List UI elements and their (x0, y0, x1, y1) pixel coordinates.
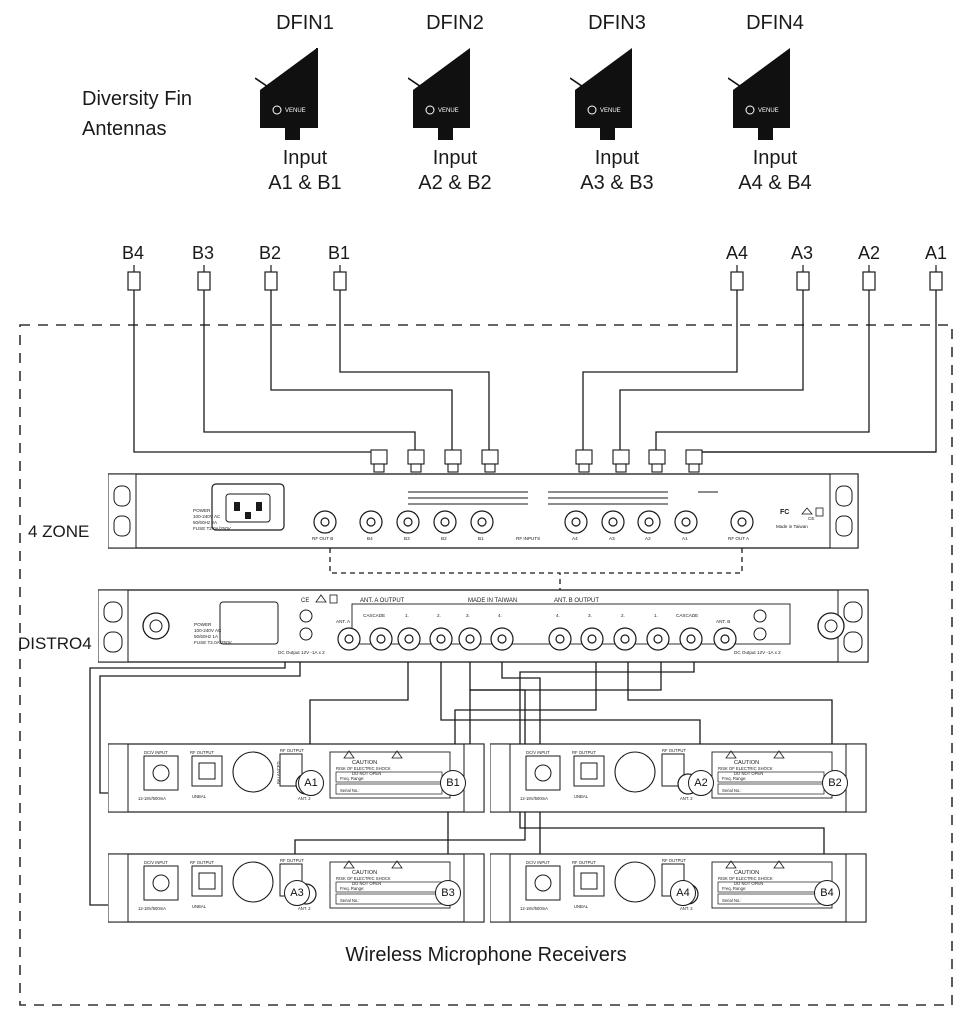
antenna-input-label-3: Input (594, 147, 640, 169)
antenna-name-dfin4: DFIN4 (746, 12, 804, 34)
antenna-input-value-1: A1 & B1 (268, 172, 342, 194)
svg-text:DO NOT OPEN: DO NOT OPEN (352, 881, 382, 886)
svg-text:B3: B3 (404, 536, 410, 541)
svg-text:Serial No.:: Serial No.: (722, 788, 742, 793)
cable-label-a2: A2 (858, 243, 881, 263)
svg-text:VENUE: VENUE (438, 108, 459, 114)
antenna-input-value-3: A3 & B3 (580, 172, 654, 194)
svg-text:RF OUTPUT: RF OUTPUT (280, 858, 304, 863)
svg-text:RF OUT A: RF OUT A (728, 536, 750, 541)
svg-text:DO NOT OPEN: DO NOT OPEN (734, 771, 764, 776)
svg-text:RF OUTPUT: RF OUTPUT (280, 748, 304, 753)
svg-text:DC/V INPUT: DC/V INPUT (144, 860, 168, 865)
svg-text:Serial No.:: Serial No.: (722, 898, 742, 903)
device-label-distro4: DISTRO4 (18, 634, 92, 653)
svg-text:BALANCED: BALANCED (276, 761, 281, 784)
svg-text:UNBAL: UNBAL (192, 794, 206, 799)
receiver-badge-b2: B2 (822, 770, 848, 796)
svg-text:UNBAL: UNBAL (574, 794, 588, 799)
receiver-badge-b3: B3 (435, 880, 461, 906)
device-4zone[interactable] (108, 472, 860, 552)
antenna-input-value-2: A2 & B2 (418, 172, 492, 194)
svg-text:FC: FC (780, 509, 790, 516)
svg-text:CASCADE: CASCADE (363, 613, 386, 618)
svg-text:FUSE T2.0A/250V: FUSE T2.0A/250V (194, 640, 232, 645)
receiver-badge-a1: A1 (298, 770, 324, 796)
receiver-badge-a3: A3 (284, 880, 310, 906)
antenna-input-label-1: Input (282, 147, 328, 169)
cable-label-b4: B4 (122, 243, 145, 263)
svg-text:CASCADE: CASCADE (676, 613, 699, 618)
svg-text:RF INPUTS: RF INPUTS (516, 536, 541, 541)
svg-text:Serial No.:: Serial No.: (340, 788, 360, 793)
svg-text:RF OUTPUT: RF OUTPUT (572, 860, 596, 865)
svg-text:50/60Hz 1A: 50/60Hz 1A (194, 634, 219, 639)
receiver-badge-a4: A4 (670, 880, 696, 906)
svg-text:DC/V INPUT: DC/V INPUT (144, 750, 168, 755)
svg-text:ANT. B: ANT. B (716, 619, 731, 624)
svg-text:ANT. 2: ANT. 2 (298, 906, 311, 911)
antenna-input-label-2: Input (432, 147, 478, 169)
svg-text:2.: 2. (621, 613, 625, 618)
svg-text:VENUE: VENUE (285, 108, 306, 114)
antenna-name-dfin2: DFIN2 (426, 12, 484, 34)
cable-label-b3: B3 (192, 243, 215, 263)
svg-text:B2: B2 (441, 536, 447, 541)
svg-text:ANT. A: ANT. A (336, 619, 351, 624)
svg-text:DC/V INPUT: DC/V INPUT (526, 860, 550, 865)
svg-text:50/60Hz 2A: 50/60Hz 2A (193, 520, 218, 525)
svg-text:UNBAL: UNBAL (574, 904, 588, 909)
svg-text:RF OUTPUT: RF OUTPUT (190, 750, 214, 755)
svg-text:POWER: POWER (194, 622, 212, 627)
svg-text:3.: 3. (588, 613, 592, 618)
svg-text:RISK OF ELECTRIC SHOCK: RISK OF ELECTRIC SHOCK (336, 766, 391, 771)
antenna-input-value-4: A4 & B4 (738, 172, 812, 194)
device-distro4[interactable] (98, 588, 870, 666)
receiver-badge-b1: B1 (440, 770, 466, 796)
svg-text:4.: 4. (556, 613, 560, 618)
svg-text:RF OUTPUT: RF OUTPUT (662, 748, 686, 753)
svg-text:CAUTION: CAUTION (734, 870, 760, 876)
svg-text:Freq. Range:: Freq. Range: (340, 776, 365, 781)
svg-text:12-18V/500mA: 12-18V/500mA (520, 906, 548, 911)
svg-text:RF OUTPUT: RF OUTPUT (190, 860, 214, 865)
svg-text:RISK OF ELECTRIC SHOCK: RISK OF ELECTRIC SHOCK (336, 876, 391, 881)
svg-text:CAUTION: CAUTION (734, 760, 760, 766)
svg-text:12-18V/500mA: 12-18V/500mA (138, 906, 166, 911)
svg-text:B1: B1 (478, 536, 484, 541)
svg-text:100-240V AC: 100-240V AC (194, 628, 222, 633)
svg-text:A3: A3 (609, 536, 615, 541)
svg-text:DC Output 12V -1A x 2: DC Output 12V -1A x 2 (734, 650, 781, 655)
svg-text:CE: CE (301, 598, 310, 604)
svg-text:ANT. B OUTPUT: ANT. B OUTPUT (554, 598, 600, 604)
svg-text:Freq. Range:: Freq. Range: (340, 886, 365, 891)
svg-text:1.: 1. (405, 613, 409, 618)
svg-text:RISK OF ELECTRIC SHOCK: RISK OF ELECTRIC SHOCK (718, 876, 773, 881)
antenna-name-dfin1: DFIN1 (276, 12, 334, 34)
svg-text:3.: 3. (466, 613, 470, 618)
svg-text:RF OUT B: RF OUT B (312, 536, 334, 541)
svg-text:ANT. 2: ANT. 2 (298, 796, 311, 801)
receiver-badge-b4: B4 (814, 880, 840, 906)
svg-text:CAUTION: CAUTION (352, 870, 378, 876)
receivers-caption: Wireless Microphone Receivers (345, 944, 627, 966)
svg-text:MADE IN TAIWAN: MADE IN TAIWAN (468, 598, 518, 604)
svg-text:100-240V AC: 100-240V AC (193, 514, 221, 519)
antenna-group-label-line1: Diversity Fin (82, 88, 193, 110)
svg-text:DC/V INPUT: DC/V INPUT (526, 750, 550, 755)
svg-text:ANT. 2: ANT. 2 (680, 796, 693, 801)
svg-text:A4: A4 (572, 536, 578, 541)
svg-text:A2: A2 (645, 536, 651, 541)
svg-text:RF OUTPUT: RF OUTPUT (572, 750, 596, 755)
svg-text:RF OUTPUT: RF OUTPUT (662, 858, 686, 863)
cable-label-b2: B2 (259, 243, 282, 263)
svg-text:B4: B4 (367, 536, 373, 541)
svg-text:FUSE T2.0A/250V: FUSE T2.0A/250V (193, 526, 231, 531)
svg-text:1.: 1. (654, 613, 658, 618)
receiver-badge-a2: A2 (688, 770, 714, 796)
receiver-unit-a1[interactable] (108, 742, 486, 814)
svg-text:ANT. A OUTPUT: ANT. A OUTPUT (360, 598, 405, 604)
svg-text:12-18V/500mA: 12-18V/500mA (138, 796, 166, 801)
antenna-name-dfin3: DFIN3 (588, 12, 646, 34)
device-label-4zone: 4 ZONE (28, 522, 90, 541)
antenna-group-label-line2: Antennas (82, 118, 167, 140)
svg-text:A1: A1 (682, 536, 688, 541)
svg-text:Serial No.:: Serial No.: (340, 898, 360, 903)
svg-text:DC Output 12V -1A x 2: DC Output 12V -1A x 2 (278, 650, 325, 655)
receiver-unit-a2[interactable] (490, 742, 868, 814)
svg-text:DO NOT OPEN: DO NOT OPEN (352, 771, 382, 776)
svg-text:POWER: POWER (193, 508, 211, 513)
svg-text:12-18V/500mA: 12-18V/500mA (520, 796, 548, 801)
cable-label-a1: A1 (925, 243, 948, 263)
svg-text:Freq. Range:: Freq. Range: (722, 776, 747, 781)
svg-text:Made in Taiwan: Made in Taiwan (776, 524, 808, 529)
svg-text:RISK OF ELECTRIC SHOCK: RISK OF ELECTRIC SHOCK (718, 766, 773, 771)
svg-text:CE: CE (808, 516, 815, 521)
svg-text:UNBAL: UNBAL (192, 904, 206, 909)
svg-text:Freq. Range:: Freq. Range: (722, 886, 747, 891)
svg-text:2.: 2. (437, 613, 441, 618)
svg-text:4.: 4. (498, 613, 502, 618)
svg-text:ANT. 2: ANT. 2 (680, 906, 693, 911)
antenna-input-label-4: Input (752, 147, 798, 169)
svg-text:VENUE: VENUE (758, 108, 779, 114)
svg-text:CAUTION: CAUTION (352, 760, 378, 766)
cable-label-a3: A3 (791, 243, 814, 263)
svg-text:VENUE: VENUE (600, 108, 621, 114)
cable-label-a4: A4 (726, 243, 749, 263)
cable-label-b1: B1 (328, 243, 351, 263)
svg-text:DO NOT OPEN: DO NOT OPEN (734, 881, 764, 886)
